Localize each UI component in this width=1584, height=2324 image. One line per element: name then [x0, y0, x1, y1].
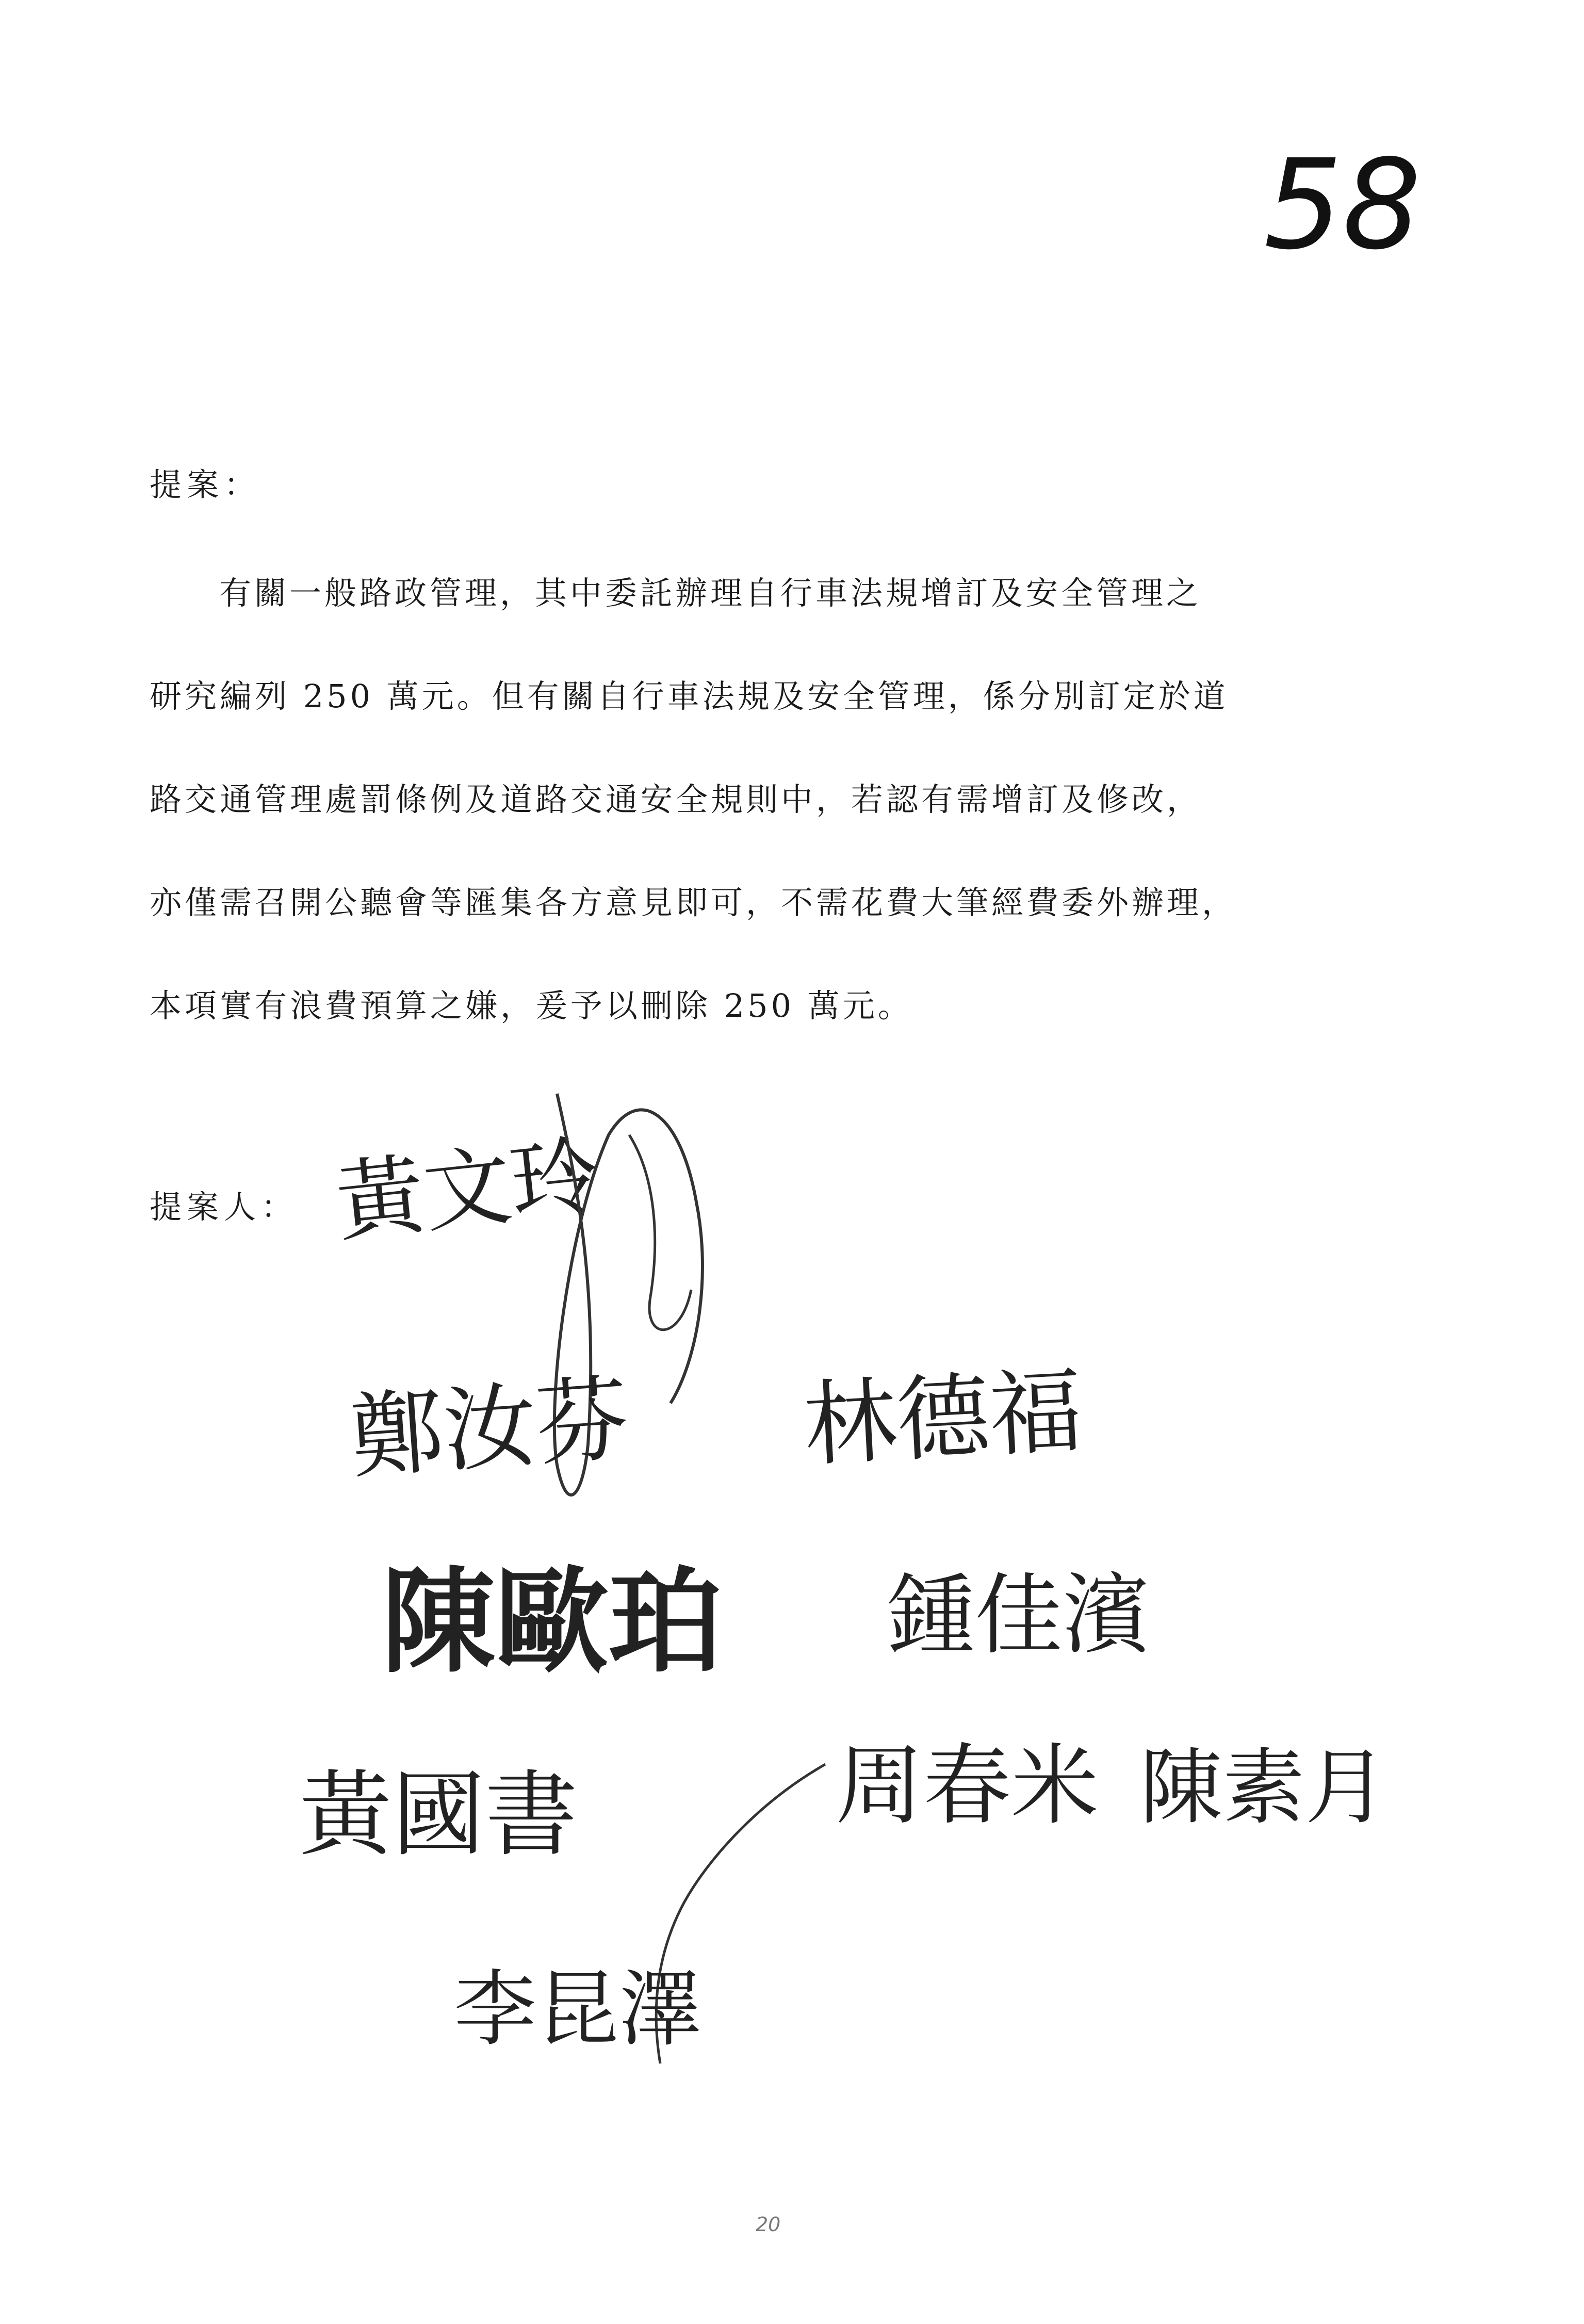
signature-4	[802, 1357, 1085, 1480]
handwritten-page-number	[1259, 134, 1444, 268]
svg-text:李昆澤: 李昆澤	[454, 1961, 702, 2057]
svg-text:鍾佳濱: 鍾佳濱	[887, 1565, 1151, 1667]
page-number-text: 58	[1264, 134, 1422, 268]
signature-7	[299, 1761, 578, 1869]
svg-text:陳素月: 陳素月	[1140, 1739, 1388, 1835]
svg-text:黃文玲: 黃文玲	[331, 1125, 604, 1255]
svg-text:林德福: 林德福	[801, 1357, 1085, 1480]
svg-text:黃國書: 黃國書	[299, 1761, 578, 1869]
proposer-label: 提案人：	[150, 1188, 299, 1226]
body-line-1: 有關一般路政管理，其中委託辦理自行車法規增訂及安全管理之	[219, 574, 1202, 612]
signature-block	[289, 1073, 1424, 2094]
signature-9	[1140, 1739, 1387, 1835]
body-line-5: 本項實有浪費預算之嫌，爰予以刪除 250 萬元。	[150, 987, 913, 1025]
footer-mark: 20	[756, 2213, 781, 2236]
proposal-heading: 提案：	[150, 466, 262, 503]
svg-text:陳歐珀: 陳歐珀	[382, 1556, 723, 1688]
signature-8	[836, 1735, 1099, 1837]
body-line-2: 研究編列 250 萬元。但有關自行車法規及安全管理，係分別訂定於道	[150, 677, 1229, 715]
signature-5	[382, 1556, 722, 1688]
body-line-4: 亦僅需召開公聽會等匯集各方意見即可，不需花費大筆經費委外辦理，	[150, 884, 1237, 921]
signature-10	[454, 1961, 701, 2057]
signature-1	[332, 1126, 604, 1255]
svg-text:鄭汝芬: 鄭汝芬	[347, 1364, 633, 1492]
body-line-3: 路交通管理處罰條例及道路交通安全規則中，若認有需增訂及修改，	[150, 781, 1202, 818]
signature-3	[347, 1365, 632, 1492]
signature-6	[887, 1565, 1154, 1667]
svg-text:周春米: 周春米	[836, 1735, 1099, 1837]
